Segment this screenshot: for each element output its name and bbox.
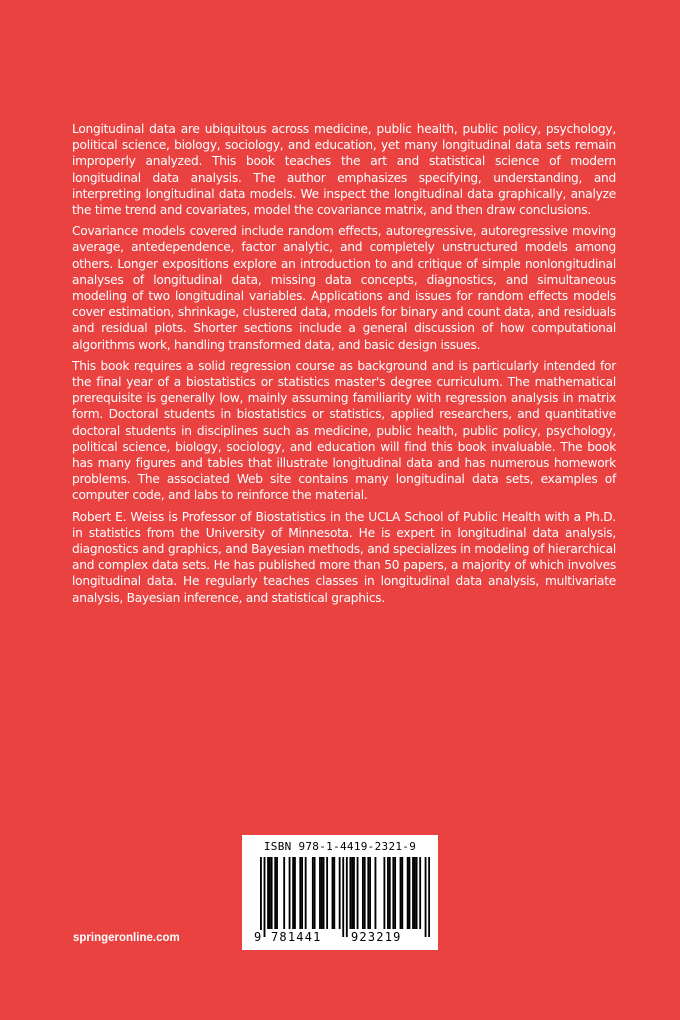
barcode-bar — [323, 857, 325, 929]
barcode-bar — [326, 857, 328, 929]
barcode-bar — [289, 857, 291, 929]
barcode-bar — [367, 857, 369, 929]
barcode-bar — [292, 857, 294, 929]
barcode-bar — [333, 857, 335, 929]
barcode-bar — [407, 857, 409, 929]
barcode-bar — [349, 857, 351, 929]
barcode-bar — [351, 857, 353, 929]
barcode-bar — [419, 857, 421, 929]
barcode-bar — [392, 857, 394, 929]
barcode-bar — [357, 857, 359, 929]
publisher-website: springeronline.com — [73, 932, 180, 944]
barcode-guard-bar — [264, 857, 266, 937]
barcode-guard-bar — [342, 857, 344, 937]
barcode-bar — [364, 857, 366, 929]
barcode-bar — [414, 857, 416, 929]
barcode-bar — [301, 857, 303, 929]
barcode-bar — [412, 857, 414, 929]
barcode-bar — [353, 857, 355, 929]
paragraph-author-bio: Robert E. Weiss is Professor of Biostatistics in the UCLA School of Public Health with a Ph.D. in statistics from the University of Minnesota. He is expert in longitudinal data analysis, diagnostics and graphics, and Bayesian methods, and specializes in modeling of hierarchical and complex data sets. He has published more than 50 papers, a majority of which involves longitudinal data. He regularly teaches classes in longitudinal data analysis, multivariate analysis, Bayesian inference, and statistical graphics. — [72, 509, 616, 605]
barcode-guard-bar — [428, 857, 430, 937]
barcode-left-digits: 781441 — [271, 930, 322, 944]
barcode-bar — [274, 857, 276, 929]
barcode-bar — [321, 857, 323, 929]
barcode-bar — [269, 857, 271, 929]
barcode-guard-bar — [425, 857, 427, 937]
barcode-bar — [339, 857, 341, 929]
barcode-bar — [305, 857, 307, 929]
barcode-bar — [387, 857, 389, 929]
barcode-bars — [260, 857, 430, 937]
barcode-bar — [299, 857, 301, 929]
barcode-first-digit: 9 — [254, 930, 262, 944]
barcode-bar — [394, 857, 396, 929]
barcode-guard-bar — [346, 857, 348, 937]
barcode-bar — [312, 857, 314, 929]
paragraph-covariance-models: Covariance models covered include random effects, autoregressive, autoregressive moving average, antedependence, factor analytic, and completely unstructured models among others. Longer expositions explore an introduction to and critique of simple nonlongitudinal analyses of longitudinal data, missing data concepts, diagnostics, and simultaneous modeling of two longitudinal variables. Applications and issues for random effects models cover estimation, shrinkage, clustered data, models for binary and count data, and residuals and residual plots. Shorter sections include a general discussion of how computational algorithms work, handling transformed data, and basic design issues. — [72, 224, 616, 352]
barcode-bar — [267, 857, 269, 929]
barcode-bar — [400, 857, 402, 929]
barcode-bar — [314, 857, 316, 929]
barcode-bar — [383, 857, 385, 929]
description-text — [72, 121, 616, 611]
barcode-bar — [416, 857, 418, 929]
isbn-label: ISBN 978-1-4419-2321-9 — [263, 840, 417, 853]
barcode-bar — [332, 857, 334, 929]
barcode-bar — [271, 857, 273, 929]
barcode-bar — [409, 857, 411, 929]
isbn-barcode — [242, 835, 438, 950]
paragraph-audience: This book requires a solid regression course as background and is particularly intended for the final year of a biostatistics or statistics master's degree curriculum. The mathematical prerequisite is generally low, mainly assuming familiarity with regression analysis in matrix form. Doctoral students in biostatistics or statistics, applied researchers, and quantitative doctoral students in disciplines such as medicine, public health, public policy, psychology, political science, biology, sociology, and education will find this book invaluable. The book has many figures and tables that illustrate longitudinal data and has numerous homework problems. The associated Web site contains many longitudinal data sets, examples of computer code, and labs to reinforce the material. — [72, 358, 616, 503]
barcode-bar — [283, 857, 285, 929]
barcode-bar — [294, 857, 296, 929]
barcode-digits — [242, 930, 438, 948]
barcode-bar — [375, 857, 377, 929]
barcode-right-digits: 923219 — [351, 930, 402, 944]
barcode-bar — [401, 857, 403, 929]
barcode-bar — [276, 857, 278, 929]
barcode-bar — [319, 857, 321, 929]
barcode-guard-bar — [260, 857, 262, 937]
barcode-bar — [369, 857, 371, 929]
paragraph-overview: Longitudinal data are ubiquitous across medicine, public health, public policy, psychology, political science, biology, sociology, and education, yet many longitudinal data sets remain improperly analyzed. This book teaches the art and statistical science of modern longitudinal data analysis. The author emphasizes specifying, understanding, and interpreting longitudinal data models. We inspect the longitudinal data graphically, analyze the time trend and covariates, model the covariance matrix, and then draw conclusions. — [72, 122, 616, 218]
barcode-bar — [389, 857, 391, 929]
barcode-bar — [362, 857, 364, 929]
